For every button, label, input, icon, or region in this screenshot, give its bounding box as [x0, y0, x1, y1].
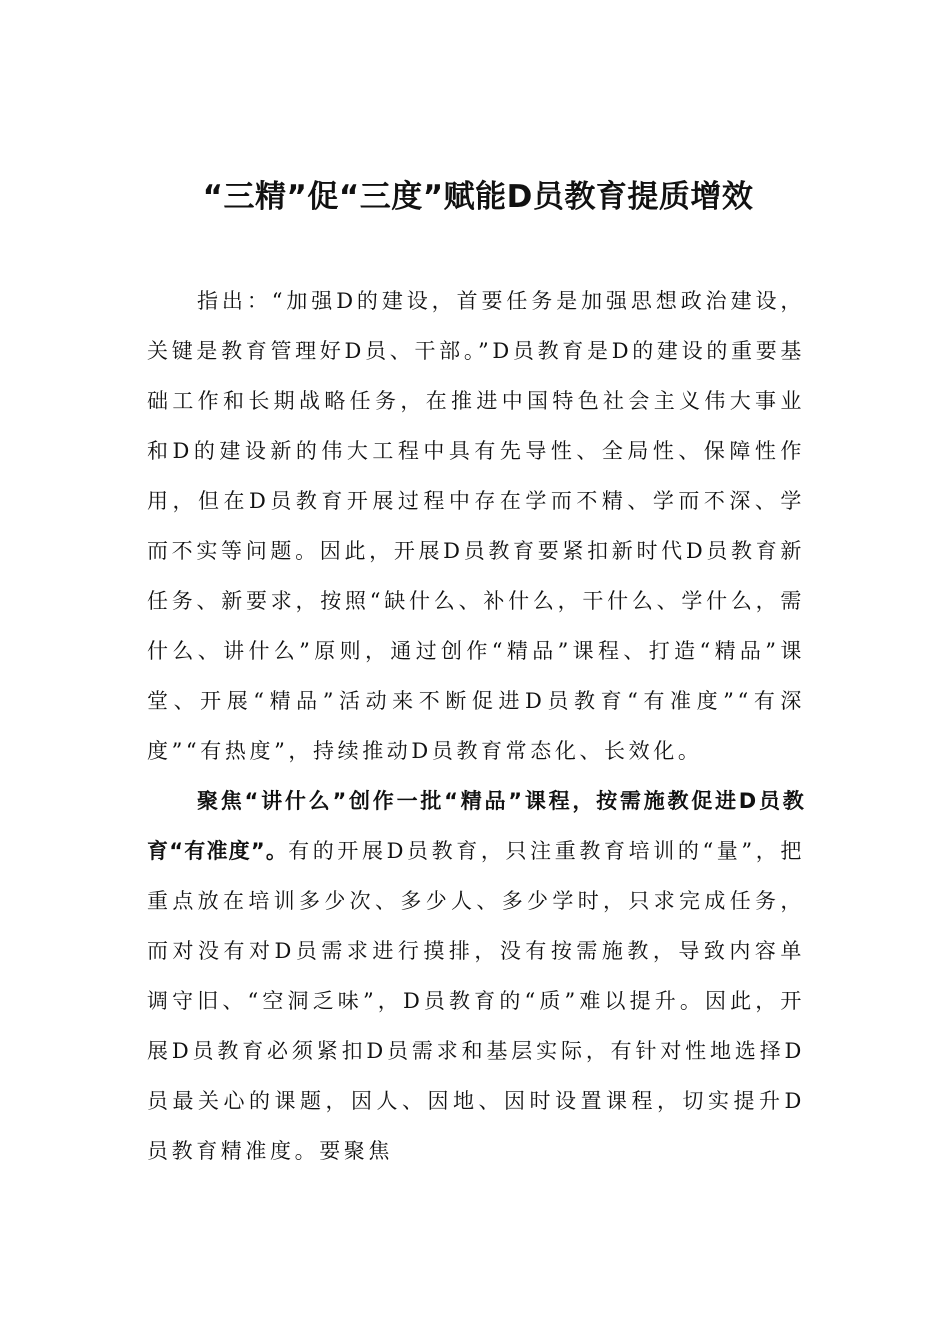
- document-body: [147, 276, 805, 1176]
- paragraph-intro: [147, 276, 805, 776]
- paragraph-intro-text: 指出：“加强D的建设，首要任务是加强思想政治建设，关键是教育管理好D员、干部。”D员教育是D的建设的重要基础工作和长期战略任务，在推进中国特色社会主义伟大事业和D的建设新的伟大工程中具有先导性、全局性、保障性作用，但在D员教育开展过程中存在学而不精、学而不深、学而不实等问题。因此，开展D员教育要紧扣新时代D员教育新任务、新要求，按照“缺什么、补什么，干什么、学什么，需什么、讲什么”原则，通过创作“精品”课程、打造“精品”课堂、开展“精品”活动来不断促进D员教育“有准度”“有深度”“有热度”，持续推动D员教育常态化、长效化。: [147, 289, 805, 763]
- paragraph-precision: [147, 776, 805, 1176]
- document-title: “三精”促“三度”赋能D员教育提质增效: [202, 179, 754, 215]
- paragraph-precision-lead: 聚焦“讲什么”创作一批“精品”课程，按需施教促进D员教育“有准度”。: [147, 789, 805, 863]
- paragraph-precision-text: 有的开展D员教育，只注重教育培训的“量”，把重点放在培训多少次、多少人、多少学时，只求完成任务，而对没有对D员需求进行摸排，没有按需施教，导致内容单调守旧、“空洞乏味”，D员教育的“质”难以提升。因此，开展D员教育必须紧扣D员需求和基层实际，有针对性地选择D员最关心的课题，因人、因地、因时设置课程，切实提升D员教育精准度。要聚焦: [147, 839, 805, 1163]
